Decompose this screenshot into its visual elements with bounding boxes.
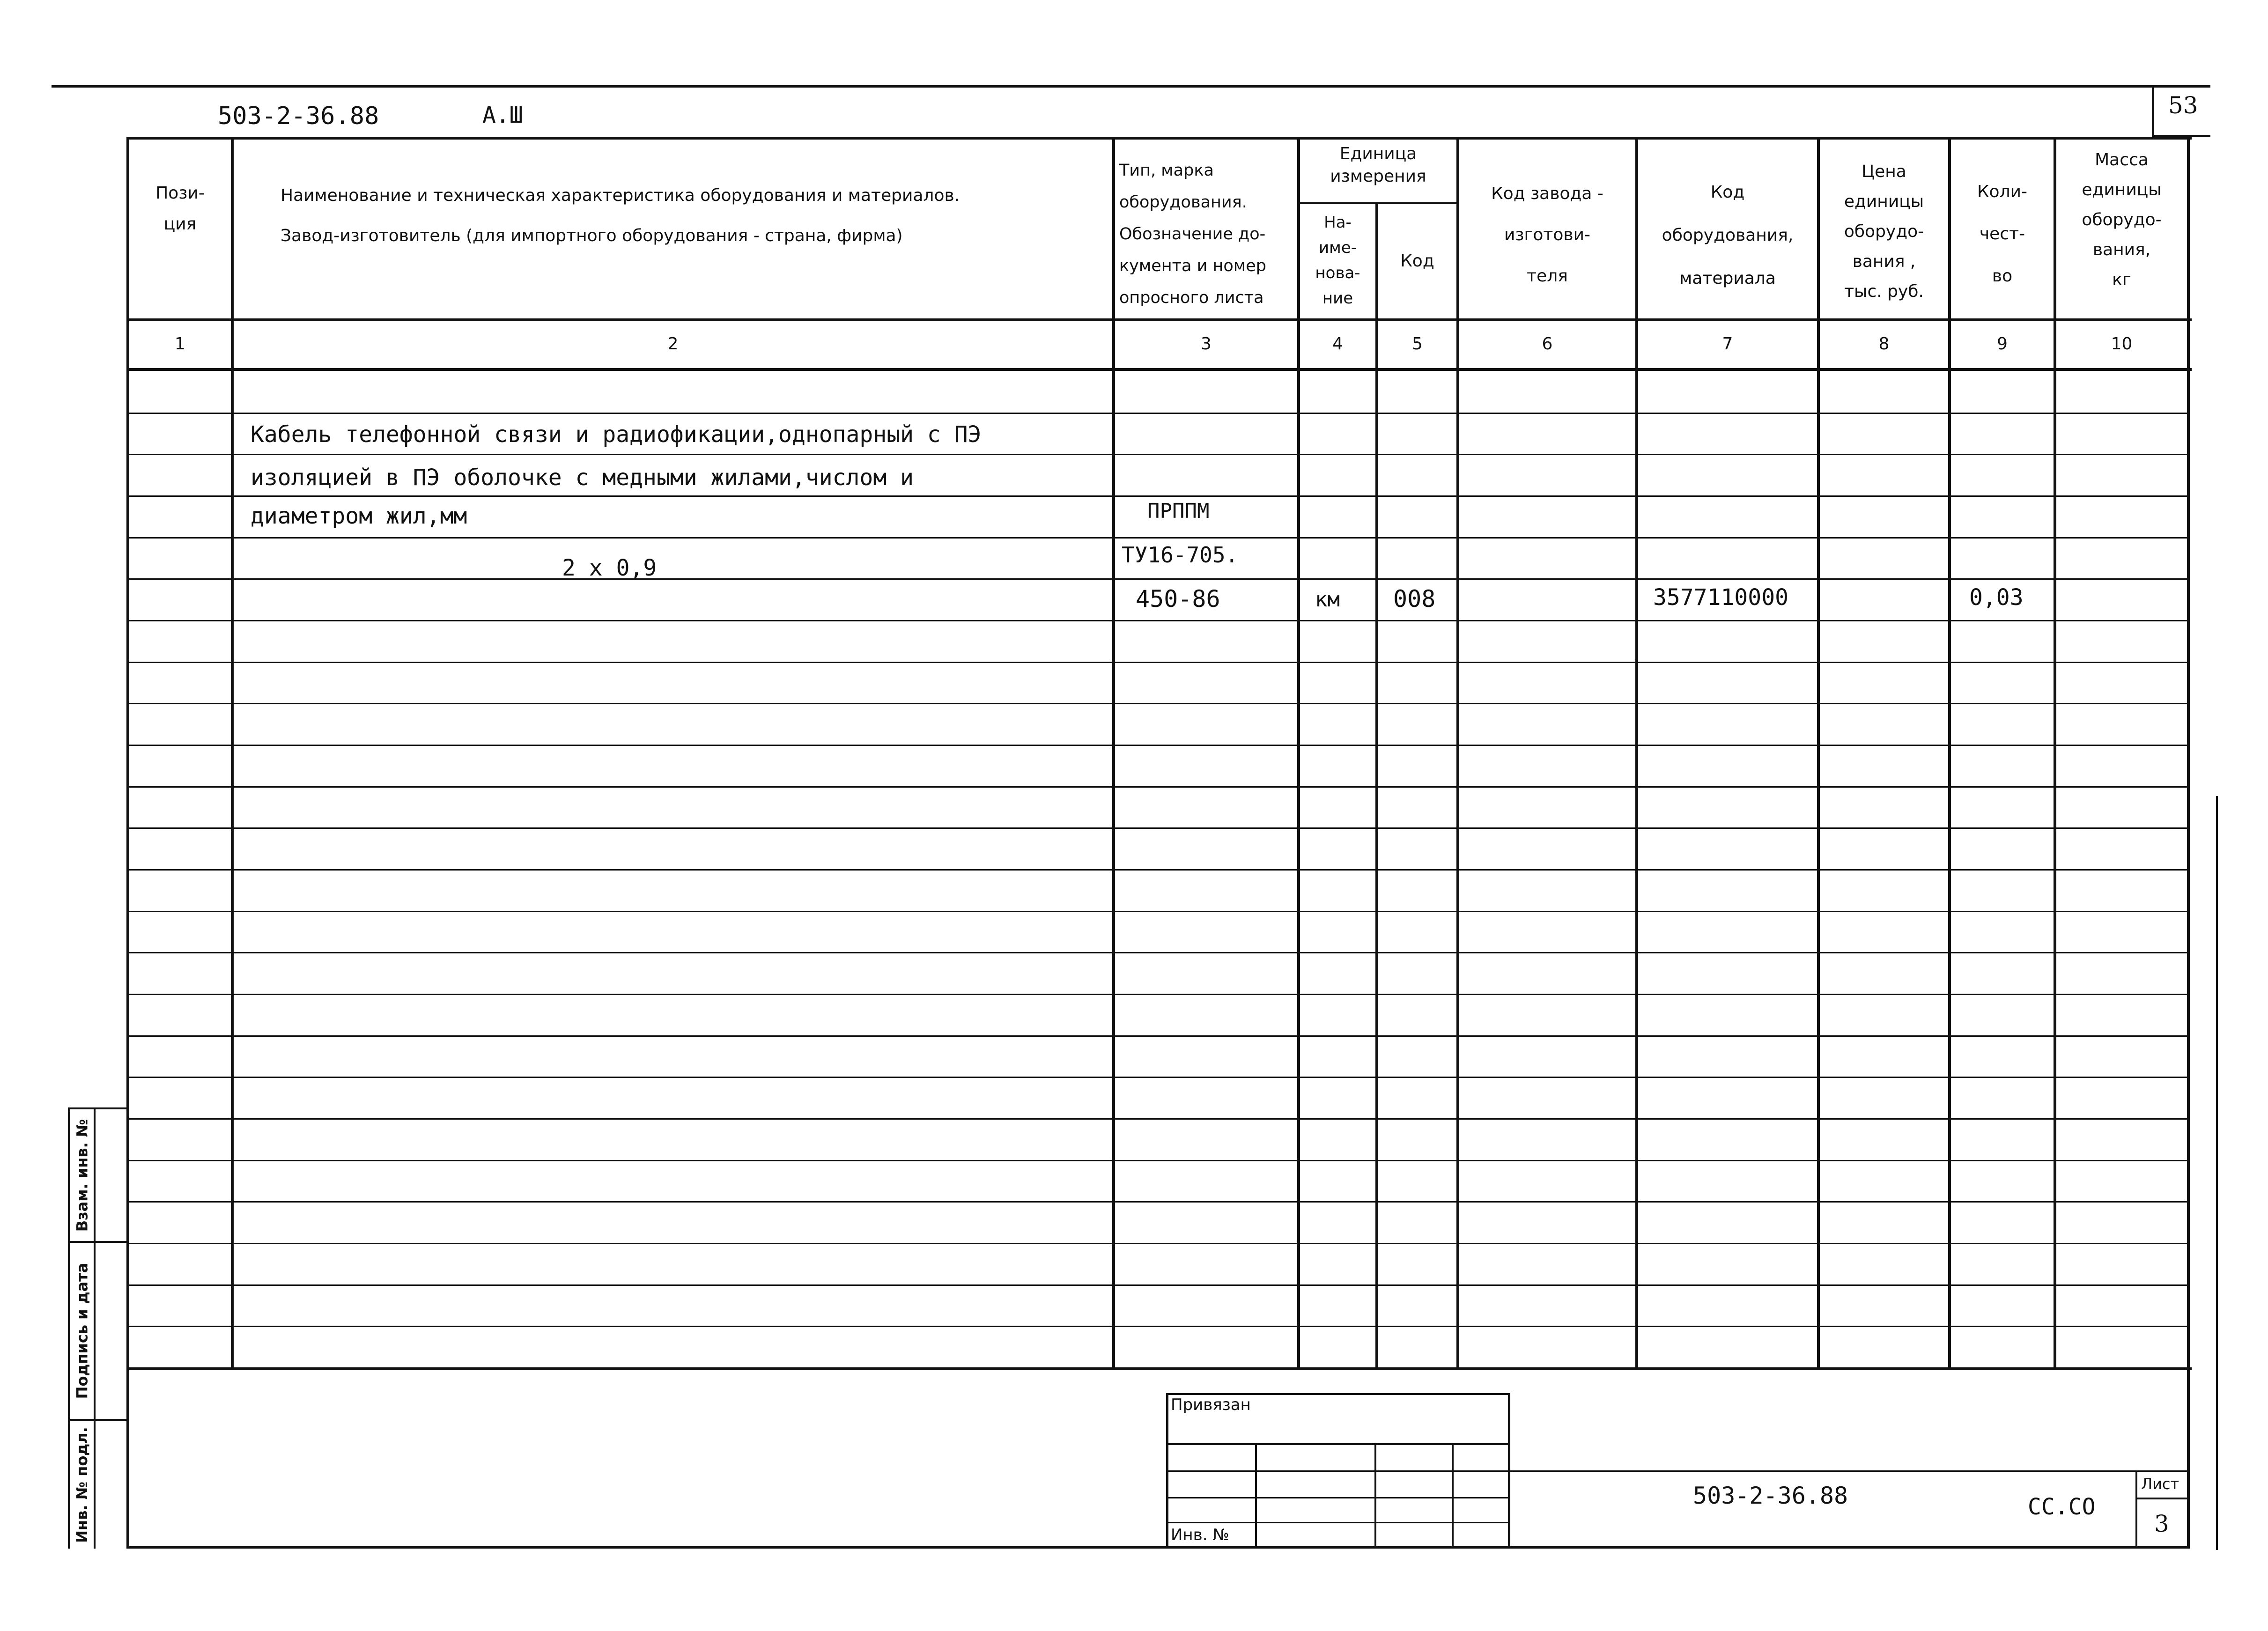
header-qty: Коли- чест- во [1977, 182, 2027, 286]
entry-unit-code: 008 [1393, 585, 1436, 613]
top-album: А.Ш [482, 102, 523, 128]
table-row-line [129, 662, 2187, 663]
stamp-v-2 [1374, 1443, 1376, 1549]
table-row-line [129, 703, 2187, 704]
side-podpis: Подпись и дата [73, 1262, 91, 1399]
col-5-6 [1456, 137, 1459, 1370]
table-row-line [129, 911, 2187, 912]
col-edge-right [2187, 137, 2190, 1549]
entry-unit-name: км [1315, 588, 1340, 612]
page-number-box-left [2152, 85, 2154, 137]
top-rule [52, 85, 2210, 88]
table-row-line [129, 827, 2187, 829]
colnum-5: 5 [1412, 334, 1423, 354]
colnum-4: 4 [1332, 334, 1343, 354]
header-unit-name: На- име- нова- ние [1315, 213, 1360, 308]
colnum-bottom [126, 368, 2192, 371]
header-factory: Код завода - изготови- теля [1491, 184, 1603, 286]
stamp-sheet-number: 3 [2154, 1510, 2169, 1537]
col-8-9 [1948, 137, 1951, 1370]
stamp-v-3 [1452, 1443, 1454, 1549]
entry-desc-line-3: диаметром жил,мм [251, 503, 467, 529]
header-equip-code: Код оборудования, материала [1662, 183, 1794, 288]
col-1-2 [231, 137, 234, 1370]
table-row-line [129, 1284, 2187, 1286]
colnum-10: 10 [2111, 334, 2133, 354]
stamp-right [1508, 1393, 1510, 1549]
col-6-7 [1635, 137, 1638, 1370]
table-row-line [129, 745, 2187, 746]
table-row-line [129, 620, 2187, 621]
col-3-4 [1297, 137, 1300, 1370]
col-2-3 [1112, 137, 1115, 1370]
table-top [126, 137, 2192, 140]
header-mass: Масса единицы оборудо- вания, кг [2082, 150, 2162, 289]
col-7-8 [1817, 137, 1820, 1370]
table-row-line [129, 1243, 2187, 1244]
entry-equip-code: 3577110000 [1653, 584, 1788, 611]
table-row-line [129, 495, 2187, 497]
side-vzam: Взам. инв. № [73, 1119, 91, 1232]
table-row-line [129, 578, 2187, 580]
colnum-7: 7 [1722, 334, 1733, 354]
stamp-inv: Инв. № [1171, 1526, 1229, 1544]
stamp-row-2 [1166, 1470, 2187, 1472]
entry-type-line-3: 450-86 [1136, 585, 1220, 613]
stamp-row-1 [1166, 1443, 1510, 1445]
right-margin-line [2216, 796, 2218, 1550]
table-row-line [129, 1160, 2187, 1161]
entry-type-line-2: ТУ16-705. [1122, 542, 1239, 568]
header-bottom [126, 318, 2192, 321]
header-name: Наименование и техническая характеристика оборудования и материалов. Завод-изготовитель (для импортного оборудования - страна, фирма) [281, 186, 960, 245]
header-unit-code: Код [1400, 251, 1434, 271]
table-row-line [129, 1118, 2187, 1120]
table-row-line [129, 1201, 2187, 1203]
table-row-line [129, 454, 2187, 455]
stamp-row-3 [1166, 1497, 1510, 1498]
stamp-sheet-code: СС.СО [2028, 1494, 2096, 1520]
colnum-6: 6 [1542, 334, 1553, 354]
colnum-3: 3 [1201, 334, 1212, 354]
header-price: Цена единицы оборудо- вания , тыс. руб. [1844, 162, 1924, 301]
side-col-mid [94, 1107, 96, 1549]
entry-qty: 0,03 [1969, 584, 2024, 611]
col-9-10 [2054, 137, 2056, 1370]
header-type: Тип, марка оборудования. Обозначение до- кумента и номер опросного листа [1119, 161, 1266, 307]
table-row-line [129, 1326, 2187, 1327]
frame-bottom [126, 1546, 2187, 1549]
stamp-v-1 [1255, 1443, 1257, 1549]
header-unit: Единица измерения [1330, 144, 1426, 186]
entry-desc-line-2: изоляцией в ПЭ оболочке с медными жилами,числом и [251, 465, 914, 491]
table-row-line [129, 786, 2187, 788]
colnum-2: 2 [667, 334, 679, 354]
table-row-line [129, 1077, 2187, 1078]
stamp-privyazan: Привязан [1171, 1395, 1251, 1414]
table-row-line [129, 1035, 2187, 1037]
header-pos: Пози- ция [155, 184, 205, 234]
colnum-1: 1 [175, 334, 185, 354]
colnum-8: 8 [1878, 334, 1890, 354]
entry-desc-size: 2 x 0,9 [562, 555, 657, 581]
table-row-line [129, 952, 2187, 953]
stamp-row-4 [1166, 1522, 1510, 1523]
table-row-line [129, 537, 2187, 539]
entry-type-line-1: ПРППМ [1147, 499, 1210, 523]
stamp-sheet-label: Лист [2141, 1475, 2179, 1493]
stamp-top [1166, 1393, 1510, 1395]
sheet-box-mid [2135, 1498, 2187, 1499]
top-doc-code: 503-2-36.88 [218, 102, 379, 130]
table-bottom [126, 1367, 2192, 1370]
table-row-line [129, 994, 2187, 995]
colnum-9: 9 [1997, 334, 2008, 354]
col-4-5 [1375, 202, 1378, 1370]
table-row-line [129, 869, 2187, 871]
page-number: 53 [2168, 92, 2198, 119]
stamp-left [1166, 1393, 1168, 1549]
sheet-box-left [2135, 1470, 2137, 1549]
unit-subheader-line [1300, 202, 1459, 204]
table-row-line [129, 413, 2187, 414]
stamp-doc-code: 503-2-36.88 [1693, 1482, 1848, 1509]
side-inv-podl: Инв. № подл. [73, 1426, 91, 1543]
entry-desc-line-1: Кабель телефонной связи и радиофикации,однопарный с ПЭ [251, 421, 982, 448]
